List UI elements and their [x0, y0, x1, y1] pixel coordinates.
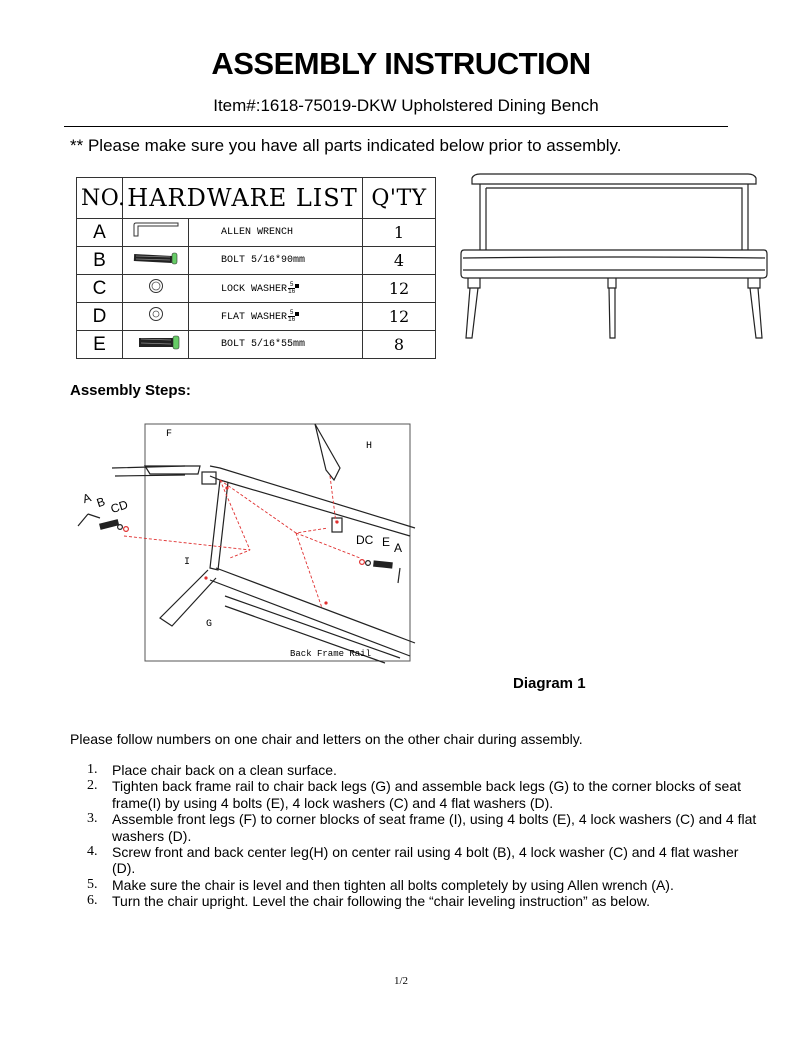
part-description: ALLEN WRENCH — [189, 219, 363, 247]
part-quantity: 12 — [363, 275, 436, 303]
step-text: Make sure the chair is level and then tighten all bolts completely by using Allen wrench (A). — [112, 876, 674, 893]
long-bolt-icon — [123, 247, 189, 275]
allen-wrench-icon — [123, 219, 189, 247]
page-number: 1/2 — [393, 975, 409, 987]
step-number: 3. — [87, 811, 98, 827]
diagram-label-i: I — [184, 557, 191, 568]
steps-heading: Assembly Steps: — [70, 382, 191, 399]
short-bolt-icon — [123, 331, 189, 359]
table-row — [77, 247, 436, 275]
parts-notice: ** Please make sure you have all parts indicated below prior to assembly. — [70, 136, 622, 155]
part-quantity: 12 — [363, 303, 436, 331]
step-text: Place chair back on a clean surface. — [112, 762, 337, 778]
diagram-label-right-e: E — [382, 535, 391, 549]
washer-size-fraction: $\frac{5}{16}$ — [288, 308, 296, 323]
list-item — [70, 762, 760, 778]
part-quantity: 4 — [363, 247, 436, 275]
diagram-label-right-dc: DC — [356, 533, 374, 547]
list-item — [70, 811, 760, 844]
table-row — [77, 331, 436, 359]
part-letter: A — [77, 219, 123, 247]
step-text: Tighten back frame rail to chair back legs (G) and assemble back legs (G) to the corner blocks of seat frame(I) by using 4 bolts (E), 4 lock washers (C) and 4 flat washers (D). — [112, 778, 741, 811]
diagram-label-h: H — [366, 441, 373, 452]
step-number: 6. — [87, 893, 98, 909]
part-description: BOLT 5/16*55mm — [189, 331, 363, 359]
step-number: 4. — [87, 844, 98, 860]
diagram-label-right-a: A — [394, 541, 403, 555]
flat-washer-icon — [123, 303, 189, 331]
list-item — [70, 893, 760, 909]
hardware-table-header — [77, 178, 436, 219]
header-no: NO. — [77, 178, 123, 219]
step-text: Turn the chair upright. Level the chair following the “chair leveling instruction” as below. — [112, 893, 650, 910]
bench-illustration — [458, 170, 770, 345]
table-row — [77, 219, 436, 247]
step-text: Screw front and back center leg(H) on center rail using 4 bolt (B), 4 lock washer (C) and 4 flat washer (D). — [112, 844, 739, 877]
table-row — [77, 275, 436, 303]
part-letter: B — [77, 247, 123, 275]
diagram-label-rail: Back Frame Rail — [290, 649, 372, 659]
hardware-table — [76, 177, 436, 359]
part-description: FLAT WASHER $\frac{5}{16}$ — [189, 303, 363, 331]
list-item — [70, 778, 760, 811]
step-text: Assemble front legs (F) to corner blocks of seat frame (I), using 4 bolts (E), 4 lock washers (C) and 4 flat washers (D). — [112, 811, 757, 844]
step-number: 1. — [87, 762, 98, 777]
list-item — [70, 877, 760, 893]
part-quantity: 1 — [363, 219, 436, 247]
instructions-intro: Please follow numbers on one chair and letters on the other chair during assembly. — [70, 731, 583, 747]
table-row — [77, 303, 436, 331]
diagram-label-g: G — [206, 619, 213, 630]
step-number: 5. — [87, 876, 98, 892]
washer-size-fraction: $\frac{5}{16}$ — [288, 280, 296, 295]
part-letter: E — [77, 331, 123, 359]
part-description: BOLT 5/16*90mm — [189, 247, 363, 275]
step-number: 2. — [87, 778, 98, 794]
part-letter: D — [77, 303, 123, 331]
header-hardware-list: HARDWARE LIST — [123, 178, 363, 219]
header-divider — [64, 126, 728, 127]
diagram-label-f: F — [166, 429, 173, 440]
assembly-diagram — [60, 418, 420, 668]
diagram-label-left-cd: CD — [108, 497, 130, 517]
diagram-caption: Diagram 1 — [513, 675, 586, 692]
part-letter: C — [77, 275, 123, 303]
assembly-steps-list — [70, 762, 760, 910]
list-item — [70, 844, 760, 877]
diagram-label-left-a: A — [80, 490, 93, 507]
header-qty: Q'TY — [363, 178, 436, 219]
part-description: LOCK WASHER $\frac{5}{16}$ — [189, 275, 363, 303]
part-quantity: 8 — [363, 331, 436, 359]
item-subtitle: Item#:1618-75019-DKW Upholstered Dining Bench — [213, 96, 599, 115]
page-title: ASSEMBLY INSTRUCTION — [211, 46, 591, 81]
diagram-label-left-b: B — [94, 494, 107, 511]
lock-washer-icon — [123, 275, 189, 303]
